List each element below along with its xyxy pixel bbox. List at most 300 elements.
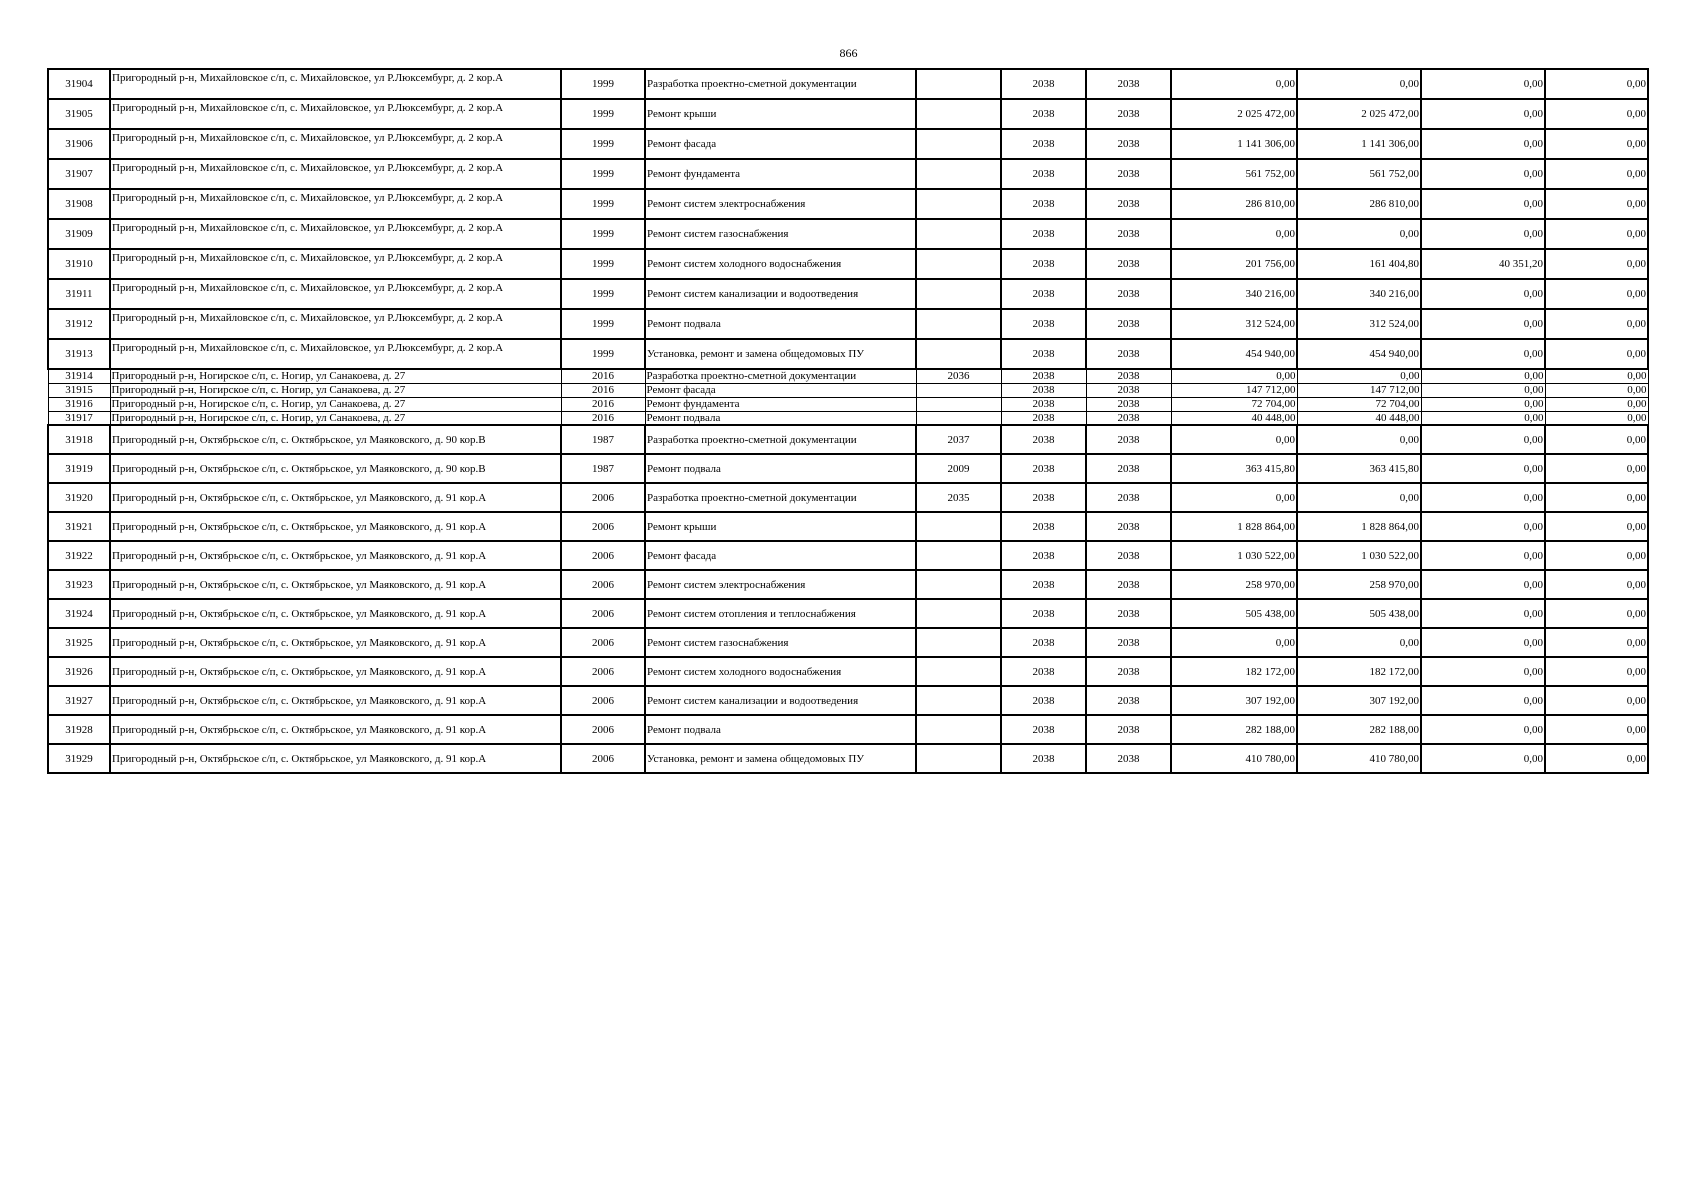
plan-start-year-cell: 2038 xyxy=(1001,628,1086,657)
other-source-2-cell: 0,00 xyxy=(1545,744,1648,773)
address-cell: Пригородный р-н, Михайловское с/п, с. Михайловское, ул Р.Люксембург, д. 2 кор.А xyxy=(110,339,561,369)
other-source-2-cell: 0,00 xyxy=(1545,483,1648,512)
last-repair-year-cell: 2009 xyxy=(916,454,1001,483)
table-row xyxy=(48,159,1648,189)
other-source-1-cell: 0,00 xyxy=(1421,279,1545,309)
address-cell: Пригородный р-н, Октябрьское с/п, с. Октябрьское, ул Маяковского, д. 90 кор.В xyxy=(110,454,561,483)
total-cost-cell: 258 970,00 xyxy=(1171,570,1297,599)
plan-end-year-cell: 2038 xyxy=(1086,599,1171,628)
fund-cost-cell: 1 141 306,00 xyxy=(1297,129,1421,159)
plan-end-year-cell: 2038 xyxy=(1086,383,1171,397)
total-cost-cell: 40 448,00 xyxy=(1171,411,1297,425)
build-year-cell: 2016 xyxy=(561,383,645,397)
plan-start-year-cell: 2038 xyxy=(1001,397,1086,411)
last-repair-year-cell xyxy=(916,570,1001,599)
fund-cost-cell: 340 216,00 xyxy=(1297,279,1421,309)
plan-end-year-cell: 2038 xyxy=(1086,249,1171,279)
fund-cost-cell: 312 524,00 xyxy=(1297,309,1421,339)
total-cost-cell: 72 704,00 xyxy=(1171,397,1297,411)
fund-cost-cell: 182 172,00 xyxy=(1297,657,1421,686)
fund-cost-cell: 0,00 xyxy=(1297,425,1421,454)
address-cell: Пригородный р-н, Михайловское с/п, с. Михайловское, ул Р.Люксембург, д. 2 кор.А xyxy=(110,249,561,279)
plan-end-year-cell: 2038 xyxy=(1086,369,1171,383)
other-source-1-cell: 0,00 xyxy=(1421,599,1545,628)
build-year-cell: 1999 xyxy=(561,99,645,129)
work-type-cell: Установка, ремонт и замена общедомовых ПУ xyxy=(645,339,916,369)
fund-cost-cell: 363 415,80 xyxy=(1297,454,1421,483)
plan-start-year-cell: 2038 xyxy=(1001,219,1086,249)
last-repair-year-cell: 2036 xyxy=(916,369,1001,383)
address-cell: Пригородный р-н, Октябрьское с/п, с. Октябрьское, ул Маяковского, д. 91 кор.А xyxy=(110,715,561,744)
row-id: 31907 xyxy=(48,159,110,189)
other-source-2-cell: 0,00 xyxy=(1545,657,1648,686)
other-source-1-cell: 0,00 xyxy=(1421,454,1545,483)
work-type-cell: Ремонт фундамента xyxy=(645,159,916,189)
build-year-cell: 2006 xyxy=(561,744,645,773)
other-source-2-cell: 0,00 xyxy=(1545,599,1648,628)
total-cost-cell: 182 172,00 xyxy=(1171,657,1297,686)
plan-end-year-cell: 2038 xyxy=(1086,339,1171,369)
build-year-cell: 1987 xyxy=(561,425,645,454)
total-cost-cell: 282 188,00 xyxy=(1171,715,1297,744)
fund-cost-cell: 410 780,00 xyxy=(1297,744,1421,773)
last-repair-year-cell xyxy=(916,411,1001,425)
address-cell: Пригородный р-н, Ногирское с/п, с. Ногир, ул Санакоева, д. 27 xyxy=(110,397,561,411)
total-cost-cell: 286 810,00 xyxy=(1171,189,1297,219)
plan-start-year-cell: 2038 xyxy=(1001,309,1086,339)
address-cell: Пригородный р-н, Михайловское с/п, с. Михайловское, ул Р.Люксембург, д. 2 кор.А xyxy=(110,129,561,159)
address-cell: Пригородный р-н, Михайловское с/п, с. Михайловское, ул Р.Люксембург, д. 2 кор.А xyxy=(110,219,561,249)
other-source-1-cell: 0,00 xyxy=(1421,541,1545,570)
last-repair-year-cell xyxy=(916,715,1001,744)
build-year-cell: 1999 xyxy=(561,249,645,279)
fund-cost-cell: 161 404,80 xyxy=(1297,249,1421,279)
work-type-cell: Ремонт подвала xyxy=(645,309,916,339)
plan-start-year-cell: 2038 xyxy=(1001,686,1086,715)
plan-end-year-cell: 2038 xyxy=(1086,512,1171,541)
plan-start-year-cell: 2038 xyxy=(1001,744,1086,773)
plan-start-year-cell: 2038 xyxy=(1001,425,1086,454)
other-source-1-cell: 0,00 xyxy=(1421,715,1545,744)
last-repair-year-cell xyxy=(916,599,1001,628)
fund-cost-cell: 0,00 xyxy=(1297,219,1421,249)
work-type-cell: Ремонт систем электроснабжения xyxy=(645,570,916,599)
fund-cost-cell: 40 448,00 xyxy=(1297,411,1421,425)
last-repair-year-cell: 2035 xyxy=(916,483,1001,512)
other-source-1-cell: 0,00 xyxy=(1421,483,1545,512)
other-source-1-cell: 0,00 xyxy=(1421,99,1545,129)
other-source-2-cell: 0,00 xyxy=(1545,512,1648,541)
plan-start-year-cell: 2038 xyxy=(1001,159,1086,189)
table-row xyxy=(48,219,1648,249)
plan-end-year-cell: 2038 xyxy=(1086,744,1171,773)
build-year-cell: 1999 xyxy=(561,339,645,369)
other-source-2-cell: 0,00 xyxy=(1545,570,1648,599)
plan-start-year-cell: 2038 xyxy=(1001,483,1086,512)
row-id: 31910 xyxy=(48,249,110,279)
total-cost-cell: 1 828 864,00 xyxy=(1171,512,1297,541)
build-year-cell: 2006 xyxy=(561,570,645,599)
other-source-2-cell: 0,00 xyxy=(1545,541,1648,570)
row-id: 31904 xyxy=(48,69,110,99)
table-body xyxy=(48,69,1648,773)
work-type-cell: Ремонт систем канализации и водоотведения xyxy=(645,686,916,715)
table-row xyxy=(48,397,1648,411)
last-repair-year-cell xyxy=(916,69,1001,99)
row-id: 31920 xyxy=(48,483,110,512)
work-type-cell: Установка, ремонт и замена общедомовых ПУ xyxy=(645,744,916,773)
plan-end-year-cell: 2038 xyxy=(1086,309,1171,339)
row-id: 31923 xyxy=(48,570,110,599)
work-type-cell: Ремонт фасада xyxy=(645,383,916,397)
page-number: 866 xyxy=(839,46,858,60)
work-type-cell: Ремонт крыши xyxy=(645,512,916,541)
work-type-cell: Ремонт систем газоснабжения xyxy=(645,628,916,657)
last-repair-year-cell xyxy=(916,339,1001,369)
work-type-cell: Ремонт фасада xyxy=(645,129,916,159)
build-year-cell: 1999 xyxy=(561,309,645,339)
last-repair-year-cell xyxy=(916,189,1001,219)
work-type-cell: Ремонт фасада xyxy=(645,541,916,570)
row-id: 31914 xyxy=(48,369,110,383)
row-id: 31906 xyxy=(48,129,110,159)
fund-cost-cell: 505 438,00 xyxy=(1297,599,1421,628)
last-repair-year-cell xyxy=(916,657,1001,686)
total-cost-cell: 201 756,00 xyxy=(1171,249,1297,279)
plan-end-year-cell: 2038 xyxy=(1086,454,1171,483)
total-cost-cell: 505 438,00 xyxy=(1171,599,1297,628)
fund-cost-cell: 258 970,00 xyxy=(1297,570,1421,599)
total-cost-cell: 1 141 306,00 xyxy=(1171,129,1297,159)
address-cell: Пригородный р-н, Октябрьское с/п, с. Октябрьское, ул Маяковского, д. 91 кор.А xyxy=(110,483,561,512)
last-repair-year-cell xyxy=(916,219,1001,249)
plan-start-year-cell: 2038 xyxy=(1001,541,1086,570)
address-cell: Пригородный р-н, Ногирское с/п, с. Ногир, ул Санакоева, д. 27 xyxy=(110,369,561,383)
table-row xyxy=(48,369,1648,383)
other-source-1-cell: 0,00 xyxy=(1421,397,1545,411)
work-type-cell: Ремонт систем холодного водоснабжения xyxy=(645,657,916,686)
total-cost-cell: 454 940,00 xyxy=(1171,339,1297,369)
last-repair-year-cell xyxy=(916,279,1001,309)
build-year-cell: 1999 xyxy=(561,159,645,189)
fund-cost-cell: 1 828 864,00 xyxy=(1297,512,1421,541)
other-source-2-cell: 0,00 xyxy=(1545,339,1648,369)
fund-cost-cell: 147 712,00 xyxy=(1297,383,1421,397)
other-source-1-cell: 0,00 xyxy=(1421,189,1545,219)
row-id: 31905 xyxy=(48,99,110,129)
table-row xyxy=(48,411,1648,425)
plan-end-year-cell: 2038 xyxy=(1086,99,1171,129)
total-cost-cell: 0,00 xyxy=(1171,219,1297,249)
build-year-cell: 2016 xyxy=(561,397,645,411)
other-source-2-cell: 0,00 xyxy=(1545,309,1648,339)
plan-start-year-cell: 2038 xyxy=(1001,69,1086,99)
build-year-cell: 1999 xyxy=(561,69,645,99)
build-year-cell: 2006 xyxy=(561,628,645,657)
last-repair-year-cell xyxy=(916,129,1001,159)
plan-end-year-cell: 2038 xyxy=(1086,425,1171,454)
work-type-cell: Ремонт подвала xyxy=(645,411,916,425)
fund-cost-cell: 0,00 xyxy=(1297,369,1421,383)
table-row xyxy=(48,425,1648,454)
row-id: 31911 xyxy=(48,279,110,309)
build-year-cell: 2006 xyxy=(561,483,645,512)
fund-cost-cell: 286 810,00 xyxy=(1297,189,1421,219)
other-source-1-cell: 0,00 xyxy=(1421,219,1545,249)
fund-cost-cell: 0,00 xyxy=(1297,628,1421,657)
plan-start-year-cell: 2038 xyxy=(1001,99,1086,129)
table-row xyxy=(48,279,1648,309)
row-id: 31916 xyxy=(48,397,110,411)
address-cell: Пригородный р-н, Октябрьское с/п, с. Октябрьское, ул Маяковского, д. 91 кор.А xyxy=(110,628,561,657)
other-source-2-cell: 0,00 xyxy=(1545,628,1648,657)
other-source-2-cell: 0,00 xyxy=(1545,69,1648,99)
other-source-1-cell: 0,00 xyxy=(1421,339,1545,369)
other-source-2-cell: 0,00 xyxy=(1545,397,1648,411)
total-cost-cell: 0,00 xyxy=(1171,483,1297,512)
other-source-1-cell: 0,00 xyxy=(1421,159,1545,189)
other-source-1-cell: 0,00 xyxy=(1421,369,1545,383)
address-cell: Пригородный р-н, Ногирское с/п, с. Ногир, ул Санакоева, д. 27 xyxy=(110,411,561,425)
work-type-cell: Ремонт подвала xyxy=(645,454,916,483)
build-year-cell: 2006 xyxy=(561,512,645,541)
total-cost-cell: 561 752,00 xyxy=(1171,159,1297,189)
work-type-cell: Ремонт систем газоснабжения xyxy=(645,219,916,249)
build-year-cell: 2006 xyxy=(561,657,645,686)
last-repair-year-cell xyxy=(916,159,1001,189)
address-cell: Пригородный р-н, Октябрьское с/п, с. Октябрьское, ул Маяковского, д. 91 кор.А xyxy=(110,657,561,686)
work-type-cell: Ремонт подвала xyxy=(645,715,916,744)
plan-end-year-cell: 2038 xyxy=(1086,715,1171,744)
plan-start-year-cell: 2038 xyxy=(1001,657,1086,686)
address-cell: Пригородный р-н, Михайловское с/п, с. Михайловское, ул Р.Люксембург, д. 2 кор.А xyxy=(110,309,561,339)
plan-start-year-cell: 2038 xyxy=(1001,189,1086,219)
plan-end-year-cell: 2038 xyxy=(1086,483,1171,512)
other-source-2-cell: 0,00 xyxy=(1545,99,1648,129)
address-cell: Пригородный р-н, Михайловское с/п, с. Михайловское, ул Р.Люксембург, д. 2 кор.А xyxy=(110,99,561,129)
plan-start-year-cell: 2038 xyxy=(1001,339,1086,369)
plan-end-year-cell: 2038 xyxy=(1086,628,1171,657)
address-cell: Пригородный р-н, Октябрьское с/п, с. Октябрьское, ул Маяковского, д. 91 кор.А xyxy=(110,686,561,715)
last-repair-year-cell xyxy=(916,686,1001,715)
total-cost-cell: 307 192,00 xyxy=(1171,686,1297,715)
other-source-2-cell: 0,00 xyxy=(1545,159,1648,189)
row-id: 31909 xyxy=(48,219,110,249)
plan-end-year-cell: 2038 xyxy=(1086,279,1171,309)
address-cell: Пригородный р-н, Октябрьское с/п, с. Октябрьское, ул Маяковского, д. 91 кор.А xyxy=(110,599,561,628)
row-id: 31915 xyxy=(48,383,110,397)
plan-start-year-cell: 2038 xyxy=(1001,454,1086,483)
row-id: 31928 xyxy=(48,715,110,744)
other-source-1-cell: 0,00 xyxy=(1421,69,1545,99)
last-repair-year-cell: 2037 xyxy=(916,425,1001,454)
row-id: 31919 xyxy=(48,454,110,483)
other-source-1-cell: 0,00 xyxy=(1421,628,1545,657)
table-row xyxy=(48,599,1648,628)
plan-start-year-cell: 2038 xyxy=(1001,411,1086,425)
other-source-1-cell: 0,00 xyxy=(1421,425,1545,454)
build-year-cell: 2006 xyxy=(561,715,645,744)
row-id: 31921 xyxy=(48,512,110,541)
fund-cost-cell: 307 192,00 xyxy=(1297,686,1421,715)
total-cost-cell: 363 415,80 xyxy=(1171,454,1297,483)
row-id: 31927 xyxy=(48,686,110,715)
total-cost-cell: 0,00 xyxy=(1171,69,1297,99)
plan-start-year-cell: 2038 xyxy=(1001,249,1086,279)
plan-end-year-cell: 2038 xyxy=(1086,159,1171,189)
work-type-cell: Ремонт крыши xyxy=(645,99,916,129)
work-type-cell: Ремонт систем электроснабжения xyxy=(645,189,916,219)
build-year-cell: 2006 xyxy=(561,686,645,715)
other-source-1-cell: 40 351,20 xyxy=(1421,249,1545,279)
address-cell: Пригородный р-н, Михайловское с/п, с. Михайловское, ул Р.Люксембург, д. 2 кор.А xyxy=(110,69,561,99)
table-row xyxy=(48,686,1648,715)
row-id: 31913 xyxy=(48,339,110,369)
total-cost-cell: 0,00 xyxy=(1171,425,1297,454)
last-repair-year-cell xyxy=(916,249,1001,279)
plan-end-year-cell: 2038 xyxy=(1086,686,1171,715)
plan-end-year-cell: 2038 xyxy=(1086,69,1171,99)
other-source-2-cell: 0,00 xyxy=(1545,219,1648,249)
fund-cost-cell: 0,00 xyxy=(1297,483,1421,512)
plan-end-year-cell: 2038 xyxy=(1086,411,1171,425)
last-repair-year-cell xyxy=(916,99,1001,129)
total-cost-cell: 0,00 xyxy=(1171,628,1297,657)
build-year-cell: 2006 xyxy=(561,541,645,570)
work-type-cell: Разработка проектно-сметной документации xyxy=(645,425,916,454)
address-cell: Пригородный р-н, Октябрьское с/п, с. Октябрьское, ул Маяковского, д. 91 кор.А xyxy=(110,512,561,541)
address-cell: Пригородный р-н, Ногирское с/п, с. Ногир, ул Санакоева, д. 27 xyxy=(110,383,561,397)
fund-cost-cell: 282 188,00 xyxy=(1297,715,1421,744)
last-repair-year-cell xyxy=(916,309,1001,339)
address-cell: Пригородный р-н, Михайловское с/п, с. Михайловское, ул Р.Люксембург, д. 2 кор.А xyxy=(110,159,561,189)
fund-cost-cell: 2 025 472,00 xyxy=(1297,99,1421,129)
table-row xyxy=(48,383,1648,397)
other-source-2-cell: 0,00 xyxy=(1545,454,1648,483)
plan-end-year-cell: 2038 xyxy=(1086,541,1171,570)
plan-start-year-cell: 2038 xyxy=(1001,599,1086,628)
table-row xyxy=(48,454,1648,483)
plan-end-year-cell: 2038 xyxy=(1086,657,1171,686)
total-cost-cell: 1 030 522,00 xyxy=(1171,541,1297,570)
other-source-2-cell: 0,00 xyxy=(1545,129,1648,159)
table-row xyxy=(48,715,1648,744)
fund-cost-cell: 454 940,00 xyxy=(1297,339,1421,369)
total-cost-cell: 2 025 472,00 xyxy=(1171,99,1297,129)
table-row xyxy=(48,570,1648,599)
plan-start-year-cell: 2038 xyxy=(1001,129,1086,159)
build-year-cell: 1999 xyxy=(561,279,645,309)
other-source-2-cell: 0,00 xyxy=(1545,715,1648,744)
table-row xyxy=(48,744,1648,773)
build-year-cell: 1999 xyxy=(561,129,645,159)
plan-start-year-cell: 2038 xyxy=(1001,512,1086,541)
total-cost-cell: 410 780,00 xyxy=(1171,744,1297,773)
last-repair-year-cell xyxy=(916,628,1001,657)
table-row xyxy=(48,309,1648,339)
other-source-1-cell: 0,00 xyxy=(1421,309,1545,339)
other-source-1-cell: 0,00 xyxy=(1421,744,1545,773)
plan-end-year-cell: 2038 xyxy=(1086,129,1171,159)
row-id: 31924 xyxy=(48,599,110,628)
plan-end-year-cell: 2038 xyxy=(1086,570,1171,599)
last-repair-year-cell xyxy=(916,383,1001,397)
fund-cost-cell: 0,00 xyxy=(1297,69,1421,99)
last-repair-year-cell xyxy=(916,744,1001,773)
address-cell: Пригородный р-н, Октябрьское с/п, с. Октябрьское, ул Маяковского, д. 91 кор.А xyxy=(110,541,561,570)
row-id: 31926 xyxy=(48,657,110,686)
fund-cost-cell: 72 704,00 xyxy=(1297,397,1421,411)
plan-start-year-cell: 2038 xyxy=(1001,570,1086,599)
other-source-2-cell: 0,00 xyxy=(1545,411,1648,425)
table-row xyxy=(48,249,1648,279)
work-type-cell: Разработка проектно-сметной документации xyxy=(645,69,916,99)
total-cost-cell: 340 216,00 xyxy=(1171,279,1297,309)
build-year-cell: 2006 xyxy=(561,599,645,628)
table-row xyxy=(48,339,1648,369)
last-repair-year-cell xyxy=(916,512,1001,541)
other-source-1-cell: 0,00 xyxy=(1421,570,1545,599)
work-type-cell: Ремонт систем канализации и водоотведения xyxy=(645,279,916,309)
build-year-cell: 2016 xyxy=(561,369,645,383)
table-row xyxy=(48,541,1648,570)
address-cell: Пригородный р-н, Октябрьское с/п, с. Октябрьское, ул Маяковского, д. 90 кор.В xyxy=(110,425,561,454)
other-source-1-cell: 0,00 xyxy=(1421,383,1545,397)
build-year-cell: 1999 xyxy=(561,219,645,249)
build-year-cell: 2016 xyxy=(561,411,645,425)
work-type-cell: Разработка проектно-сметной документации xyxy=(645,483,916,512)
plan-end-year-cell: 2038 xyxy=(1086,189,1171,219)
address-cell: Пригородный р-н, Октябрьское с/п, с. Октябрьское, ул Маяковского, д. 91 кор.А xyxy=(110,744,561,773)
other-source-2-cell: 0,00 xyxy=(1545,425,1648,454)
row-id: 31917 xyxy=(48,411,110,425)
table-row xyxy=(48,69,1648,99)
table-row xyxy=(48,483,1648,512)
work-type-cell: Ремонт систем холодного водоснабжения xyxy=(645,249,916,279)
other-source-1-cell: 0,00 xyxy=(1421,512,1545,541)
row-id: 31929 xyxy=(48,744,110,773)
total-cost-cell: 147 712,00 xyxy=(1171,383,1297,397)
other-source-2-cell: 0,00 xyxy=(1545,249,1648,279)
address-cell: Пригородный р-н, Михайловское с/п, с. Михайловское, ул Р.Люксембург, д. 2 кор.А xyxy=(110,189,561,219)
row-id: 31912 xyxy=(48,309,110,339)
other-source-2-cell: 0,00 xyxy=(1545,686,1648,715)
other-source-2-cell: 0,00 xyxy=(1545,189,1648,219)
table-row xyxy=(48,99,1648,129)
fund-cost-cell: 1 030 522,00 xyxy=(1297,541,1421,570)
plan-start-year-cell: 2038 xyxy=(1001,369,1086,383)
other-source-2-cell: 0,00 xyxy=(1545,383,1648,397)
address-cell: Пригородный р-н, Михайловское с/п, с. Михайловское, ул Р.Люксембург, д. 2 кор.А xyxy=(110,279,561,309)
plan-end-year-cell: 2038 xyxy=(1086,397,1171,411)
fund-cost-cell: 561 752,00 xyxy=(1297,159,1421,189)
build-year-cell: 1999 xyxy=(561,189,645,219)
row-id: 31925 xyxy=(48,628,110,657)
other-source-1-cell: 0,00 xyxy=(1421,129,1545,159)
build-year-cell: 1987 xyxy=(561,454,645,483)
plan-start-year-cell: 2038 xyxy=(1001,383,1086,397)
plan-start-year-cell: 2038 xyxy=(1001,715,1086,744)
plan-end-year-cell: 2038 xyxy=(1086,219,1171,249)
row-id: 31918 xyxy=(48,425,110,454)
other-source-2-cell: 0,00 xyxy=(1545,279,1648,309)
other-source-1-cell: 0,00 xyxy=(1421,686,1545,715)
work-type-cell: Ремонт систем отопления и теплоснабжения xyxy=(645,599,916,628)
table-row xyxy=(48,129,1648,159)
last-repair-year-cell xyxy=(916,541,1001,570)
table-row xyxy=(48,512,1648,541)
row-id: 31922 xyxy=(48,541,110,570)
